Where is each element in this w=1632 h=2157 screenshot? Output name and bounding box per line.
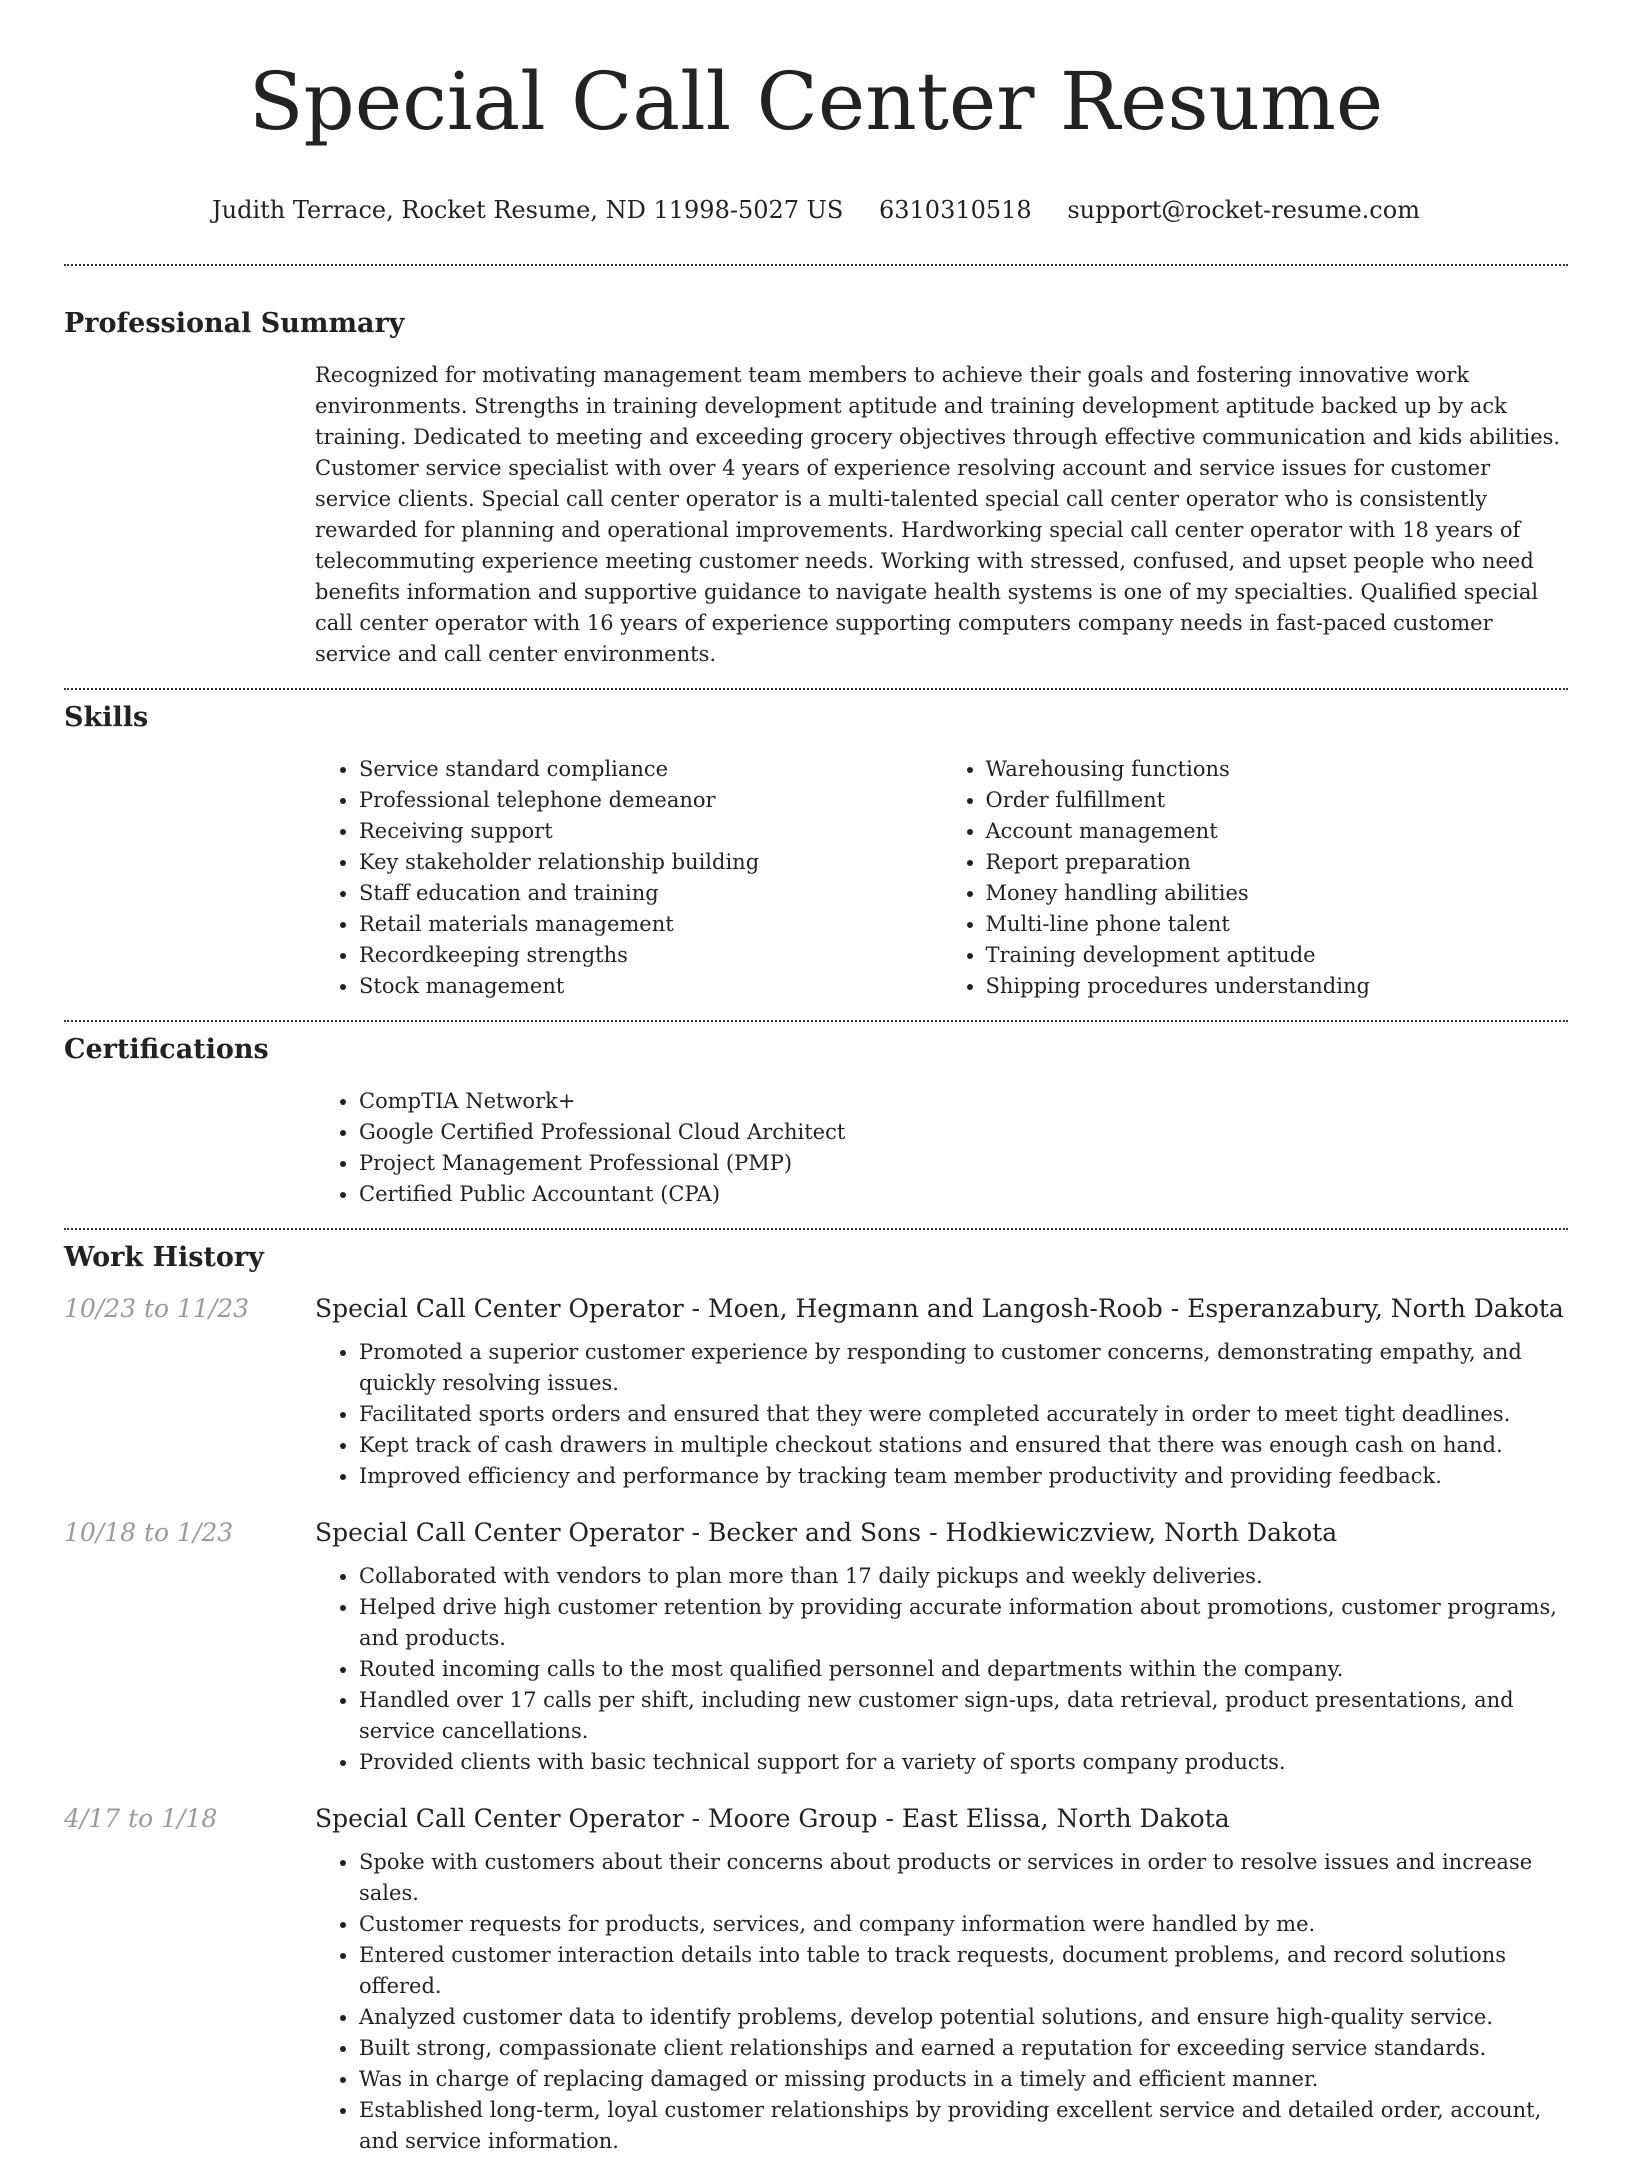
section-title-skills: Skills — [64, 702, 149, 733]
list-item: • Warehousing functions — [986, 754, 1569, 785]
list-item: • Collaborated with vendors to plan more than 17 daily pickups and weekly deliveries. — [359, 1561, 1568, 1592]
job-entry — [64, 1804, 1568, 2157]
section-title-certifications: Certifications — [64, 1034, 269, 1065]
list-item: • Certified Public Accountant (CPA) — [359, 1179, 1568, 1210]
section-title-summary: Professional Summary — [64, 308, 405, 339]
contact-line — [64, 194, 1568, 226]
list-item: • Was in charge of replacing damaged or missing products in a timely and efficient manner. — [359, 2064, 1568, 2095]
list-item: • Built strong, compassionate client relationships and earned a reputation for exceeding service standards. — [359, 2033, 1568, 2064]
list-item: • Analyzed customer data to identify problems, develop potential solutions, and ensure high-quality service. — [359, 2002, 1568, 2033]
divider — [64, 1020, 1568, 1022]
list-item: • Staff education and training — [359, 878, 942, 909]
list-item: • Professional telephone demeanor — [359, 785, 942, 816]
list-item: • Training development aptitude — [986, 940, 1569, 971]
skills-list-left — [315, 754, 942, 1002]
list-item: • Recordkeeping strengths — [359, 940, 942, 971]
skills-block — [315, 754, 1568, 1002]
certifications-list — [315, 1086, 1568, 1210]
job-title: Special Call Center Operator - Becker and Sons - Hodkiewiczview, North Dakota — [315, 1518, 1338, 1547]
job-entry — [64, 1518, 1568, 1778]
job-header — [64, 1518, 1568, 1547]
job-header — [64, 1804, 1568, 1833]
list-item: • Routed incoming calls to the most qualified personnel and departments within the company. — [359, 1654, 1568, 1685]
list-item: • Stock management — [359, 971, 942, 1002]
contact-email: support@rocket-resume.com — [1067, 196, 1420, 224]
list-item: • Money handling abilities — [986, 878, 1569, 909]
list-item: • Receiving support — [359, 816, 942, 847]
list-item: • Provided clients with basic technical support for a variety of sports company products. — [359, 1747, 1568, 1778]
summary-block — [315, 360, 1568, 670]
resume-title: Special Call Center Resume — [248, 55, 1384, 148]
job-bullets — [315, 1337, 1568, 1492]
list-item: • Key stakeholder relationship building — [359, 847, 942, 878]
list-item: • Promoted a superior customer experience by responding to customer concerns, demonstrating empathy, and quickly resolving issues. — [359, 1337, 1568, 1399]
contact-address: Judith Terrace, Rocket Resume, ND 11998-5027 US — [212, 196, 844, 224]
certifications-block — [315, 1086, 1568, 1210]
list-item: • Project Management Professional (PMP) — [359, 1148, 1568, 1179]
list-item: • Kept track of cash drawers in multiple checkout stations and ensured that there was enough cash on hand. — [359, 1430, 1568, 1461]
list-item: • Customer requests for products, services, and company information were handled by me. — [359, 1909, 1568, 1940]
work-history-block — [64, 1294, 1568, 2157]
job-bullets — [315, 1561, 1568, 1778]
job-bullets — [315, 1847, 1568, 2157]
list-item: • Facilitated sports orders and ensured that they were completed accurately in order to meet tight deadlines. — [359, 1399, 1568, 1430]
list-item: • Spoke with customers about their concerns about products or services in order to resolve issues and increase sales. — [359, 1847, 1568, 1909]
list-item: • Shipping procedures understanding — [986, 971, 1569, 1002]
divider — [64, 1228, 1568, 1230]
job-title: Special Call Center Operator - Moen, Hegmann and Langosh-Roob - Esperanzabury, North Dakota — [315, 1294, 1564, 1323]
list-item: • Improved efficiency and performance by tracking team member productivity and providing feedback. — [359, 1461, 1568, 1492]
job-dates: 4/17 to 1/18 — [64, 1804, 218, 1833]
list-item: • Helped drive high customer retention by providing accurate information about promotions, customer programs, and products. — [359, 1592, 1568, 1654]
list-item: • Google Certified Professional Cloud Architect — [359, 1117, 1568, 1148]
job-header — [64, 1294, 1568, 1323]
job-title: Special Call Center Operator - Moore Group - East Elissa, North Dakota — [315, 1804, 1230, 1833]
skills-list-right — [942, 754, 1569, 1002]
list-item: • Report preparation — [986, 847, 1569, 878]
list-item: • Account management — [986, 816, 1569, 847]
job-duties — [315, 1337, 1568, 1492]
list-item: • Established long-term, loyal customer relationships by providing excellent service and detailed order, account, and service information. — [359, 2095, 1568, 2157]
job-duties — [315, 1561, 1568, 1778]
job-dates: 10/23 to 11/23 — [64, 1294, 250, 1323]
divider — [64, 688, 1568, 690]
list-item: • CompTIA Network+ — [359, 1086, 1568, 1117]
job-dates: 10/18 to 1/23 — [64, 1518, 234, 1547]
summary-text: Recognized for motivating management team members to achieve their goals and fostering innovative work environments. Strengths in training development aptitude and training development aptitude backed up by ack training. Dedicated to meeting and exceeding grocery objectives through effective communication and kids abilities. Customer service specialist with over 4 years of experience resolving account and service issues for customer service clients. Special call center operator is a multi-talented special call center operator who is consistently rewarded for planning and operational improvements. Hardworking special call center operator with 18 years of telecommuting experience meeting customer needs. Working with stressed, confused, and upset people who need benefits information and supportive guidance to navigate health systems is one of my specialties. Qualified special call center operator with 16 years of experience supporting computers company needs in fast-paced customer service and call center environments. — [315, 363, 1561, 666]
list-item: • Retail materials management — [359, 909, 942, 940]
list-item: • Service standard compliance — [359, 754, 942, 785]
list-item: • Handled over 17 calls per shift, including new customer sign-ups, data retrieval, product presentations, and service cancellations. — [359, 1685, 1568, 1747]
list-item: • Order fulfillment — [986, 785, 1569, 816]
divider — [64, 264, 1568, 266]
job-entry — [64, 1294, 1568, 1492]
list-item: • Entered customer interaction details into table to track requests, document problems, and record solutions offered. — [359, 1940, 1568, 2002]
section-title-work-history: Work History — [64, 1242, 264, 1273]
list-item: • Multi-line phone talent — [986, 909, 1569, 940]
job-duties — [315, 1847, 1568, 2157]
contact-phone: 6310310518 — [878, 196, 1032, 224]
